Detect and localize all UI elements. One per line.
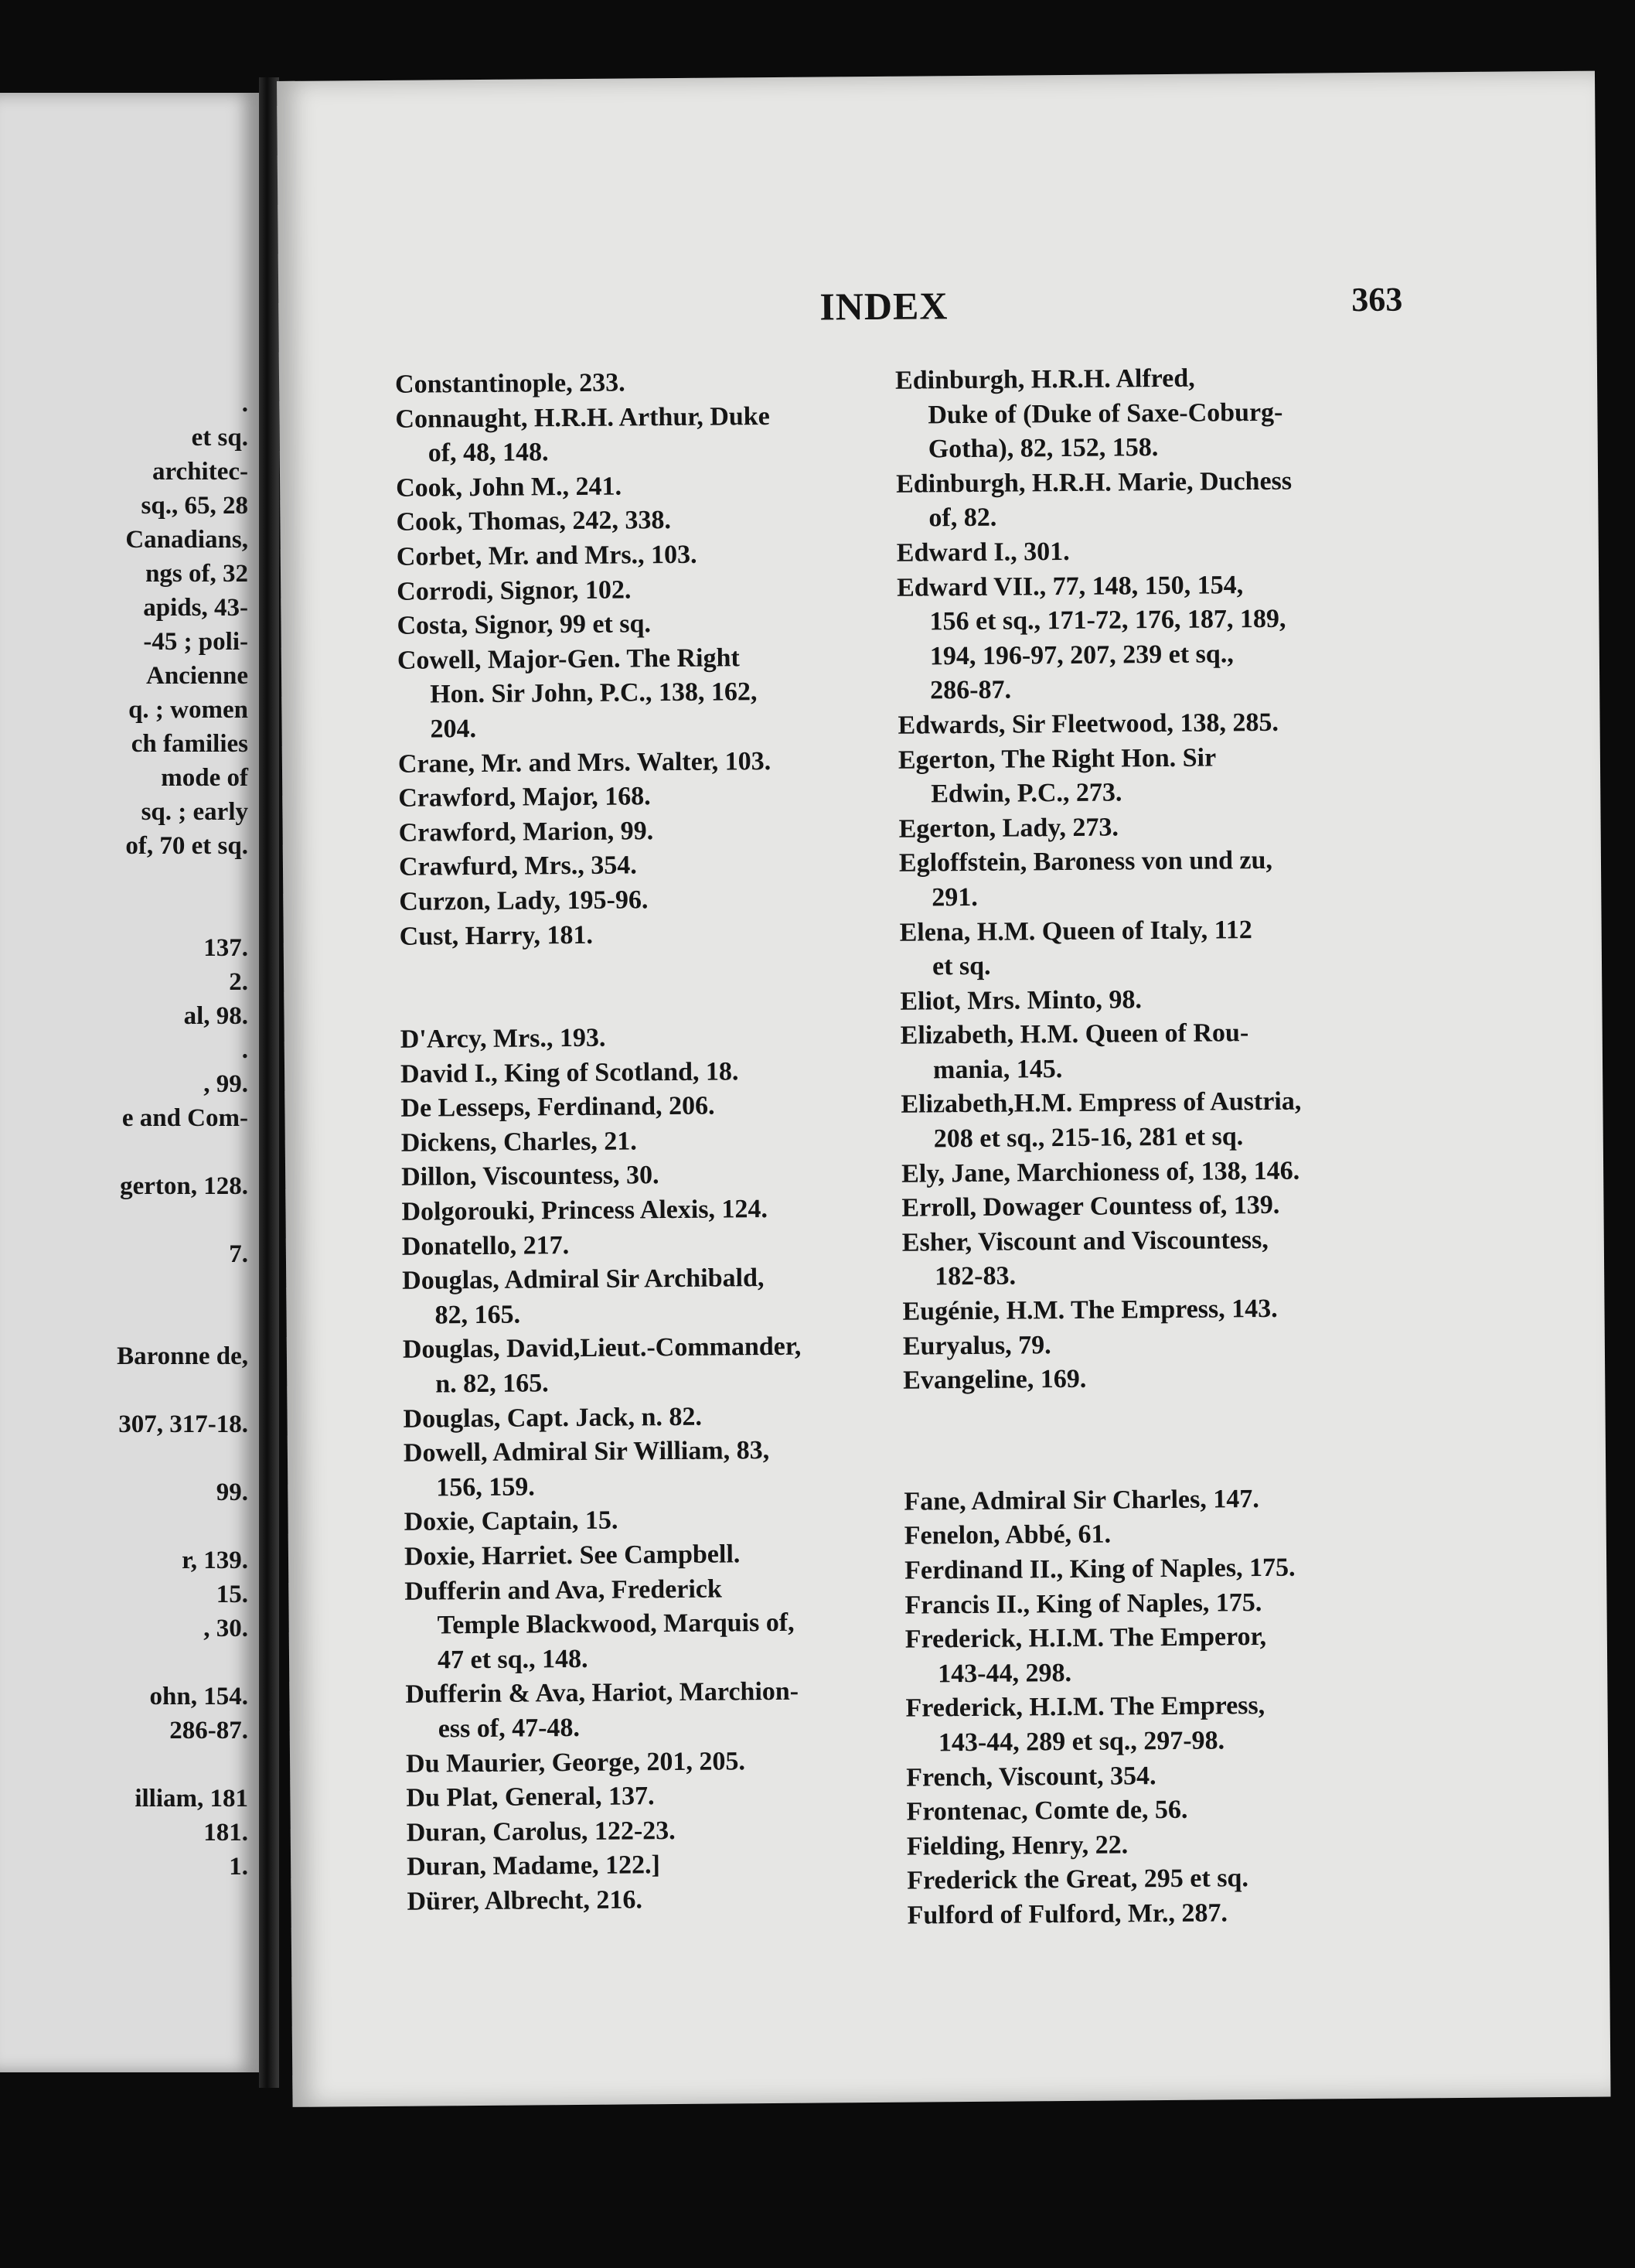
index-entry-continuation: ess of, 47-48. (438, 1713, 581, 1744)
index-entry (400, 916, 863, 954)
index-page (277, 71, 1611, 2107)
index-entry-continuation: 47 et sq., 148. (437, 1644, 588, 1675)
fragment-line: , 30. (203, 1615, 248, 1642)
index-entry (401, 1192, 865, 1229)
index-group-d (400, 1019, 871, 1919)
index-entry-heading: Edward VII., 77, 148, 150, 154, (897, 570, 1244, 602)
index-entry (900, 981, 1388, 1019)
index-entry-heading: Connaught, H.R.H. Arthur, Duke (395, 401, 770, 434)
index-entry (897, 533, 1385, 571)
index-entry (405, 1674, 870, 1747)
fragment-line: Ancienne (146, 662, 248, 690)
fragment-line: ohn, 154. (149, 1683, 248, 1710)
index-entry (901, 1153, 1390, 1192)
index-entry (396, 502, 860, 540)
index-entry-heading: Elena, H.M. Queen of Italy, 112 (899, 915, 1252, 947)
index-entry-heading: Edinburgh, H.R.H. Marie, Duchess (895, 466, 1293, 499)
group-spacer (903, 1395, 1392, 1485)
fragment-line: 1. (229, 1853, 248, 1881)
fragment-line (0, 1305, 248, 1339)
index-entry-heading: Costa, Signor, 99 et sq. (397, 609, 652, 640)
index-entry-heading: Egerton, The Right Hon. Sir (898, 743, 1217, 775)
index-entry (904, 1584, 1393, 1623)
fragment-line: 307, 317-18. (118, 1410, 248, 1438)
index-entry (398, 813, 862, 851)
fragment-line: architec- (152, 458, 248, 486)
index-entry (904, 1516, 1393, 1554)
index-entry-heading: Dolgorouki, Princess Alexis, 124. (401, 1195, 768, 1226)
index-entry (904, 1550, 1393, 1589)
index-entry-heading: Crawford, Major, 168. (398, 782, 651, 813)
index-entry-continuation: 82, 165. (434, 1300, 521, 1330)
fragment-line (0, 897, 248, 931)
index-entry-heading: Donatello, 217. (401, 1230, 570, 1261)
index-entry-continuation: Gotha), 82, 152, 158. (928, 433, 1159, 464)
index-entry (400, 1054, 864, 1092)
fragment-line (0, 863, 248, 897)
fragment-line: of, 70 et sq. (125, 832, 248, 860)
index-entry-continuation: of, 82. (928, 503, 997, 533)
fragment-line (0, 1373, 248, 1407)
fragment-line (0, 1135, 248, 1169)
index-entry-heading: Cust, Harry, 181. (399, 920, 594, 951)
index-entry-continuation: 156 et sq., 171-72, 176, 187, 189, (929, 604, 1286, 636)
index-entry (404, 1536, 868, 1574)
index-entry (404, 1571, 869, 1678)
fragment-line: e and Com- (121, 1104, 248, 1132)
index-group-e (895, 360, 1391, 1399)
index-entry-heading: Ferdinand II., King of Naples, 175. (904, 1553, 1296, 1585)
index-entry-continuation: 204. (430, 714, 477, 744)
index-entry-continuation: n. 82, 165. (435, 1369, 549, 1399)
fragment-line: ch families (131, 730, 248, 758)
index-entry (406, 1744, 870, 1782)
index-entry-heading: Frederick the Great, 295 et sq. (907, 1864, 1249, 1896)
index-entry (407, 1847, 870, 1884)
index-entry-heading: Dillon, Viscountess, 30. (400, 1161, 659, 1192)
index-entry (895, 360, 1385, 468)
running-head (278, 278, 1596, 343)
index-entry-heading: Euryalus, 79. (902, 1330, 1051, 1361)
index-entry-continuation: 143-44, 298. (938, 1658, 1072, 1689)
index-entry (900, 912, 1389, 984)
fragment-line: illiam, 181 (135, 1785, 248, 1813)
left-page-fragment (0, 93, 259, 2072)
index-entry (398, 744, 862, 782)
index-entry-heading: Fane, Admiral Sir Charles, 147. (904, 1484, 1259, 1516)
index-entry-heading: Douglas, David,Lieut.-Commander, (402, 1332, 802, 1365)
index-entry (400, 1088, 864, 1126)
index-entry (907, 1826, 1395, 1864)
index-entry (402, 1226, 866, 1264)
index-entry-continuation: Temple Blackwood, Marquis of, (437, 1608, 795, 1640)
index-entry-heading: Duran, Carolus, 122-23. (406, 1816, 676, 1847)
index-entry (897, 567, 1386, 708)
index-entry-heading: Cook, Thomas, 242, 338. (396, 506, 672, 537)
index-entry-heading: Esher, Viscount and Viscountess, (901, 1225, 1269, 1257)
index-entry-continuation: et sq. (932, 951, 991, 981)
index-entry-heading: Elizabeth, H.M. Queen of Rou- (900, 1018, 1249, 1050)
index-entry-heading: Egloffstein, Baroness von und zu, (898, 846, 1273, 878)
index-entry-continuation: 286-87. (930, 675, 1012, 705)
index-entry (399, 847, 863, 885)
fragment-line: et sq. (191, 424, 248, 452)
index-entry (904, 1482, 1392, 1520)
fragment-line: . (241, 1036, 248, 1064)
index-entry-heading: De Lesseps, Ferdinand, 206. (400, 1091, 715, 1124)
index-entry (397, 571, 860, 609)
index-entry-heading: Dowell, Admiral Sir William, 83, (403, 1436, 770, 1468)
index-entry (398, 778, 862, 816)
index-entry-heading: Edwards, Sir Fleetwood, 138, 285. (898, 708, 1279, 740)
index-entry (401, 1123, 865, 1161)
index-entry-continuation: 143-44, 289 et sq., 297-98. (938, 1726, 1225, 1758)
index-entry-heading: Curzon, Lady, 195-96. (399, 885, 649, 916)
fragment-line: apids, 43- (143, 594, 248, 622)
fragment-line: , 99. (203, 1070, 248, 1098)
index-entry (901, 1188, 1390, 1226)
index-entry (902, 1291, 1391, 1330)
page-number: 363 (1351, 280, 1403, 319)
index-entry (399, 882, 863, 919)
index-entry (407, 1881, 870, 1919)
fragment-line: mode of (161, 764, 248, 792)
index-entry-heading: Crawfurd, Mrs., 354. (398, 851, 637, 882)
index-group-f (904, 1482, 1396, 1934)
index-entry (905, 1688, 1395, 1761)
fragment-line (0, 1509, 248, 1543)
index-entry-heading: Fielding, Henry, 22. (906, 1830, 1129, 1861)
index-entry (898, 739, 1388, 812)
index-entry-heading: Dürer, Albrecht, 216. (407, 1885, 643, 1916)
index-entry-heading: D'Arcy, Mrs., 193. (400, 1023, 606, 1054)
index-entry-continuation: 194, 196-97, 207, 239 et sq., (929, 639, 1234, 671)
index-entry (403, 1329, 867, 1402)
index-entry (407, 1813, 870, 1850)
index-entry (397, 605, 860, 643)
index-entry-heading: Ely, Jane, Marchioness of, 138, 146. (901, 1156, 1300, 1189)
index-entry (896, 464, 1385, 537)
index-entry-continuation: 156, 159. (436, 1472, 535, 1502)
index-entry-heading: Frontenac, Comte de, 56. (906, 1795, 1188, 1826)
index-entry-heading: Douglas, Capt. Jack, n. 82. (403, 1402, 703, 1434)
left-page-text (0, 387, 248, 1884)
index-entry (402, 1260, 867, 1333)
fragment-line: gerton, 128. (120, 1172, 248, 1200)
fragment-line: 15. (216, 1581, 248, 1608)
index-entry-heading: French, Viscount, 354. (906, 1761, 1156, 1792)
index-entry (396, 468, 860, 506)
page-title: INDEX (819, 284, 949, 329)
fragment-line: q. ; women (128, 696, 248, 724)
index-entry (400, 1019, 864, 1057)
index-entry-heading: Egerton, Lady, 273. (898, 813, 1119, 844)
fragment-line (0, 1203, 248, 1237)
index-entry-heading: Evangeline, 169. (903, 1365, 1087, 1395)
index-entry-heading: Fulford of Fulford, Mr., 287. (907, 1898, 1228, 1930)
index-entry-heading: Erroll, Dowager Countess of, 139. (901, 1191, 1280, 1223)
index-entry (395, 364, 859, 402)
index-entry-heading: Doxie, Harriet. See Campbell. (404, 1540, 741, 1571)
index-column-left (395, 364, 871, 1919)
index-entry (902, 1223, 1391, 1295)
index-entry-heading: Eugénie, H.M. The Empress, 143. (902, 1294, 1278, 1326)
fragment-line: ngs of, 32 (145, 560, 248, 588)
index-entry (406, 1778, 870, 1816)
index-entry-heading: Du Plat, General, 137. (406, 1782, 655, 1813)
index-entry-heading: Crawford, Marion, 99. (398, 816, 654, 848)
index-entry-heading: Douglas, Admiral Sir Archibald, (402, 1264, 765, 1296)
index-entry-heading: Eliot, Mrs. Minto, 98. (900, 984, 1143, 1016)
index-entry-continuation: of, 48, 148. (427, 438, 549, 468)
fragment-line: 181. (203, 1819, 248, 1847)
fragment-line (0, 1271, 248, 1305)
fragment-line (0, 1748, 248, 1782)
index-entry-heading: Du Maurier, George, 201, 205. (405, 1746, 746, 1779)
fragment-line: sq. ; early (141, 798, 248, 826)
index-entry-continuation: Edwin, P.C., 273. (931, 778, 1122, 809)
index-entry (898, 705, 1386, 744)
index-entry-heading: Cook, John M., 241. (395, 472, 622, 503)
index-entry (905, 1619, 1395, 1692)
index-entry-heading: David I., King of Scotland, 18. (400, 1057, 739, 1089)
index-entry (401, 1158, 865, 1195)
index-entry-heading: Duran, Madame, 122.] (406, 1850, 660, 1882)
fragment-line: . (241, 390, 248, 418)
index-entry (903, 1360, 1391, 1399)
index-entry (403, 1399, 867, 1437)
index-entry-heading: Crane, Mr. and Mrs. Walter, 103. (397, 746, 772, 779)
index-entry-heading: Constantinople, 233. (394, 368, 625, 399)
fragment-line: sq., 65, 28 (141, 492, 248, 520)
fragment-line: 2. (229, 968, 248, 996)
index-entry-heading: Dickens, Charles, 21. (400, 1127, 637, 1158)
index-entry (404, 1502, 867, 1540)
index-entry-heading: Edward I., 301. (896, 537, 1070, 568)
index-entry (906, 1792, 1395, 1830)
index-entry-continuation: 208 et sq., 215-16, 281 et sq. (933, 1122, 1244, 1154)
fragment-line: -45 ; poli- (143, 628, 248, 656)
fragment-line: 99. (216, 1478, 248, 1506)
index-entry (397, 640, 862, 747)
index-entry-continuation: Duke of (Duke of Saxe-Coburg- (928, 397, 1283, 429)
index-entry-heading: Francis II., King of Naples, 175. (904, 1588, 1262, 1620)
index-entry-heading: Dufferin and Ava, Frederick (404, 1574, 722, 1606)
index-entry-heading: Doxie, Captain, 15. (404, 1506, 618, 1537)
index-entry-heading: Corbet, Mr. and Mrs., 103. (396, 540, 697, 571)
index-column-right (895, 360, 1396, 1933)
index-entry-continuation: 182-83. (935, 1261, 1017, 1291)
fragment-line: Canadians, (125, 526, 248, 554)
index-entry (907, 1860, 1395, 1899)
index-entry-continuation: 291. (932, 882, 978, 912)
index-entry (404, 1433, 868, 1506)
index-entry-heading: Cowell, Major-Gen. The Right (397, 643, 740, 675)
index-entry-heading: Elizabeth,H.M. Empress of Austria, (901, 1087, 1302, 1120)
index-entry-continuation: Hon. Sir John, P.C., 138, 162, (430, 677, 758, 709)
index-entry-heading: Dufferin & Ava, Hariot, Marchion- (405, 1677, 799, 1710)
fragment-line (0, 1646, 248, 1680)
index-entry (901, 1015, 1390, 1088)
index-entry-heading: Fenelon, Abbé, 61. (904, 1519, 1112, 1551)
index-group-c (395, 364, 863, 954)
index-entry (397, 537, 860, 575)
fragment-line (0, 1441, 248, 1475)
index-entry (906, 1757, 1395, 1796)
fragment-line: 7. (229, 1240, 248, 1268)
index-entry (903, 1325, 1391, 1364)
group-spacer (400, 950, 864, 1023)
index-entry-heading: Corrodi, Signor, 102. (397, 575, 632, 606)
book-gutter (259, 77, 279, 2088)
fragment-line: 137. (203, 934, 248, 962)
fragment-line: al, 98. (183, 1002, 248, 1030)
index-entry (901, 1084, 1390, 1157)
index-entry-heading: Frederick, H.I.M. The Emperor, (904, 1622, 1267, 1654)
fragment-line: 286-87. (169, 1717, 248, 1744)
fragment-line: Baronne de, (117, 1342, 248, 1370)
fragment-line: r, 139. (182, 1547, 248, 1574)
index-entry (898, 808, 1387, 847)
index-entry (907, 1895, 1395, 1934)
index-entry-continuation: mania, 145. (932, 1054, 1063, 1085)
index-entry (899, 843, 1388, 916)
index-entry-heading: Frederick, H.I.M. The Empress, (905, 1691, 1265, 1724)
index-entry (395, 399, 860, 472)
index-entry-heading: Edinburgh, H.R.H. Alfred, (894, 363, 1195, 395)
